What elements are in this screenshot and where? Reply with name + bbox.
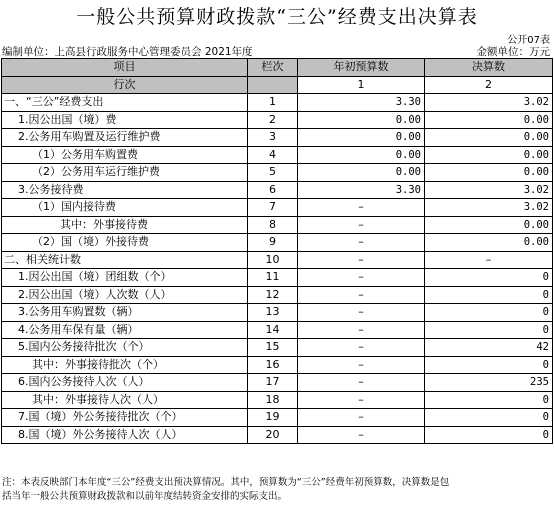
header-col-no: 栏次 (248, 59, 298, 77)
row-budget: – (298, 391, 425, 409)
table-row (2, 111, 553, 129)
row-final: 3.02 (425, 199, 553, 217)
row-number: 20 (248, 426, 298, 444)
row-budget: – (298, 426, 425, 444)
amount-unit: 金额单位：万元 (476, 46, 550, 58)
subheader-label: 行次 (2, 76, 248, 94)
row-number: 13 (248, 304, 298, 322)
header-row (2, 59, 553, 77)
row-item: （2）国（境）外接待费 (2, 234, 248, 252)
row-item: 其中：外事接待批次（个） (2, 356, 248, 374)
row-number: 8 (248, 216, 298, 234)
table-row (2, 426, 553, 444)
table-row (2, 391, 553, 409)
row-number: 9 (248, 234, 298, 252)
subheader-row (2, 76, 553, 94)
table-row (2, 164, 553, 182)
table-row (2, 199, 553, 217)
row-budget: 0.00 (298, 164, 425, 182)
row-number: 19 (248, 409, 298, 427)
row-final: 0 (425, 426, 553, 444)
row-final: 0 (425, 391, 553, 409)
table-row (2, 321, 553, 339)
row-final: 0 (425, 269, 553, 287)
row-final: – (425, 251, 553, 269)
row-final: 3.02 (425, 181, 553, 199)
compiling-unit: 编制单位：上高县行政服务中心管理委员会 2021年度 (2, 46, 253, 58)
row-final: 0 (425, 321, 553, 339)
row-number: 10 (248, 251, 298, 269)
row-number: 6 (248, 181, 298, 199)
row-final: 3.02 (425, 94, 553, 112)
row-budget: – (298, 199, 425, 217)
table-row (2, 339, 553, 357)
row-final: 0.00 (425, 129, 553, 147)
row-final: 0.00 (425, 164, 553, 182)
row-item: 二、相关统计数 (2, 251, 248, 269)
row-item: 1.因公出国（境）团组数（个） (2, 269, 248, 287)
row-item: 其中：外事接待人次（人） (2, 391, 248, 409)
table-row (2, 304, 553, 322)
row-budget: – (298, 339, 425, 357)
header-final: 决算数 (425, 59, 553, 77)
row-final: 0.00 (425, 216, 553, 234)
table-row (2, 356, 553, 374)
row-item: 其中：外事接待费 (2, 216, 248, 234)
table-row (2, 269, 553, 287)
row-number: 16 (248, 356, 298, 374)
row-item: 2.因公出国（境）人次数（人） (2, 286, 248, 304)
row-budget: – (298, 234, 425, 252)
row-number: 12 (248, 286, 298, 304)
row-item: 8.国（境）外公务接待人次（人） (2, 426, 248, 444)
row-budget: 0.00 (298, 111, 425, 129)
row-item: （1）公务用车购置费 (2, 146, 248, 164)
table-row (2, 409, 553, 427)
row-final: 42 (425, 339, 553, 357)
header-budget: 年初预算数 (298, 59, 425, 77)
row-budget: – (298, 356, 425, 374)
row-number: 4 (248, 146, 298, 164)
row-item: （1）国内接待费 (2, 199, 248, 217)
table-row (2, 251, 553, 269)
table-row (2, 286, 553, 304)
row-budget: – (298, 321, 425, 339)
expenditure-table (1, 58, 553, 444)
row-budget: – (298, 286, 425, 304)
row-number: 3 (248, 129, 298, 147)
row-final: 0.00 (425, 111, 553, 129)
row-budget: – (298, 409, 425, 427)
row-budget: – (298, 304, 425, 322)
row-item: 3.公务接待费 (2, 181, 248, 199)
row-number: 2 (248, 111, 298, 129)
row-budget: – (298, 269, 425, 287)
row-number: 1 (248, 94, 298, 112)
row-number: 17 (248, 374, 298, 392)
row-item: 3.公务用车购置数（辆） (2, 304, 248, 322)
subheader-final-col: 2 (425, 76, 553, 94)
row-number: 5 (248, 164, 298, 182)
row-budget: – (298, 216, 425, 234)
row-item: 1.因公出国（境）费 (2, 111, 248, 129)
table-row (2, 181, 553, 199)
row-number: 15 (248, 339, 298, 357)
table-row (2, 146, 553, 164)
row-budget: 0.00 (298, 129, 425, 147)
row-item: 6.国内公务接待人次（人） (2, 374, 248, 392)
footnote-line: 括当年一般公共预算财政拨款和以前年度结转资金安排的实际支出。 (2, 491, 288, 502)
table-row (2, 94, 553, 112)
row-item: （2）公务用车运行维护费 (2, 164, 248, 182)
row-budget: 3.30 (298, 181, 425, 199)
footnote-line: 注：本表反映部门本年度“三公”经费支出预决算情况。其中，预算数为“三公”经费年初预算数，决算数是包 (2, 477, 450, 488)
row-final: 0 (425, 286, 553, 304)
row-final: 0 (425, 304, 553, 322)
row-number: 7 (248, 199, 298, 217)
subheader-empty (248, 76, 298, 94)
row-final: 0.00 (425, 234, 553, 252)
table-title: 一般公共预算财政拨款“三公”经费支出决算表 (76, 6, 478, 28)
row-final: 0.00 (425, 146, 553, 164)
table-row (2, 234, 553, 252)
footnote (2, 474, 552, 506)
table-row (2, 216, 553, 234)
row-number: 14 (248, 321, 298, 339)
header-item: 项目 (2, 59, 248, 77)
row-final: 0 (425, 356, 553, 374)
row-budget: 0.00 (298, 146, 425, 164)
table-row (2, 374, 553, 392)
row-budget: 3.30 (298, 94, 425, 112)
row-budget: – (298, 251, 425, 269)
table-row (2, 129, 553, 147)
row-item: 2.公务用车购置及运行维护费 (2, 129, 248, 147)
row-final: 0 (425, 409, 553, 427)
subheader-budget-col: 1 (298, 76, 425, 94)
form-number: 公开07表 (507, 35, 550, 46)
row-budget: – (298, 374, 425, 392)
row-number: 18 (248, 391, 298, 409)
row-number: 11 (248, 269, 298, 287)
row-item: 5.国内公务接待批次（个） (2, 339, 248, 357)
row-item: 一、“三公”经费支出 (2, 94, 248, 112)
row-item: 7.国（境）外公务接待批次（个） (2, 409, 248, 427)
row-final: 235 (425, 374, 553, 392)
row-item: 4.公务用车保有量（辆） (2, 321, 248, 339)
